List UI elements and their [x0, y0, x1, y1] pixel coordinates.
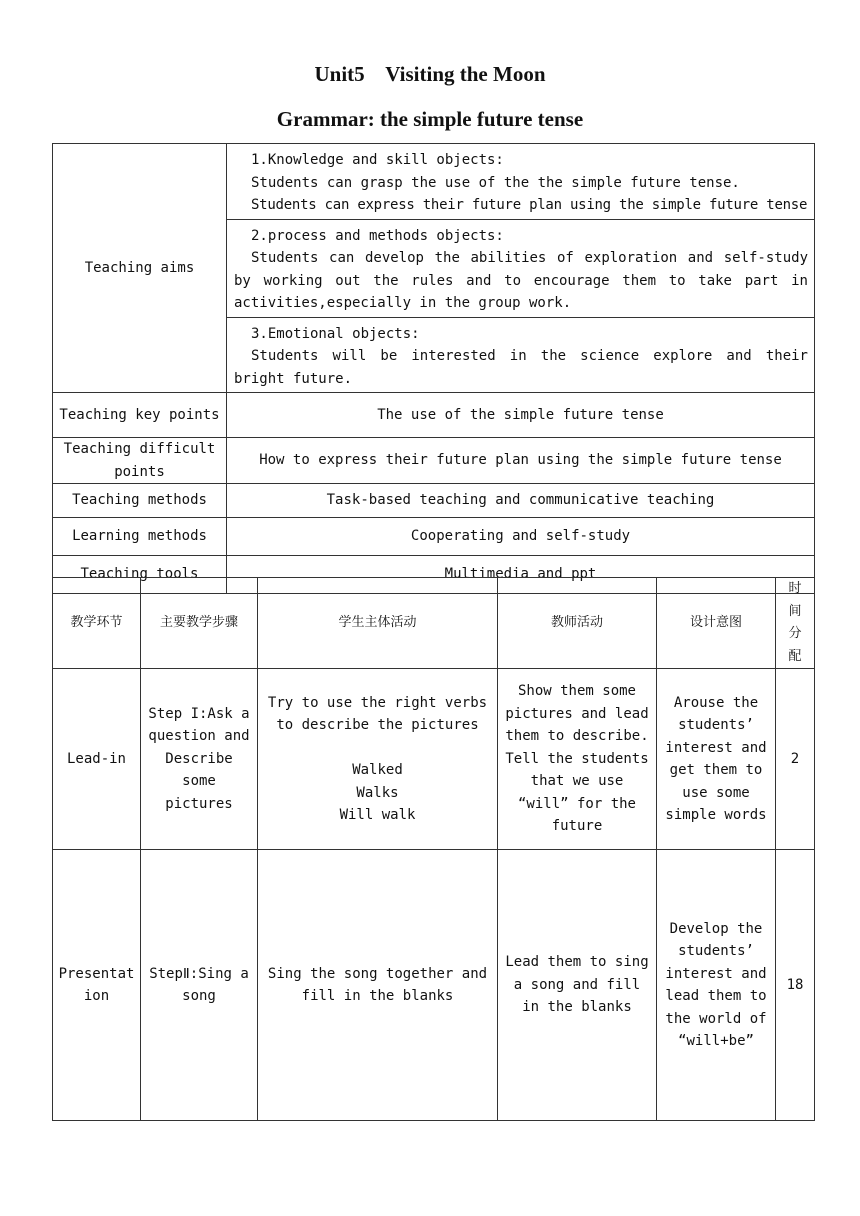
aim-line: Students will be interested in the science explore and their bright future.	[234, 348, 808, 387]
document-title: Unit5 Visiting the Moon	[314, 62, 546, 86]
lesson-time: 2	[776, 669, 815, 850]
header-time-char: 配	[788, 648, 802, 664]
aim-line: Students can develop the abilities of exploration and self-study by working out the rules and to encourage them to take part in activities,especially in the group work.	[234, 250, 808, 311]
aim-knowledge	[227, 144, 815, 220]
difficult-points-label: Teaching difficult points	[53, 438, 227, 484]
aim-line: Students can grasp the use of the the simple future tense.	[251, 174, 740, 191]
header-design-intent: 设计意图	[657, 578, 776, 669]
aim-heading: 3.Emotional objects:	[251, 325, 420, 342]
aim-heading: 1.Knowledge and skill objects:	[251, 152, 504, 168]
header-time-char: 时	[788, 581, 802, 596]
lesson-student-activity: Sing the song together and fill in the blanks	[258, 850, 498, 1121]
objectives-table	[52, 143, 815, 594]
lesson-teacher-activity: Show them some pictures and lead them to describe. Tell the students that we use “will” for the future	[498, 669, 657, 850]
learning-methods-label: Learning methods	[53, 518, 227, 556]
teaching-methods-value: Task-based teaching and communicative teaching	[227, 484, 815, 518]
aim-process	[227, 219, 815, 317]
header-time	[776, 578, 815, 669]
key-points-label: Teaching key points	[53, 393, 227, 438]
teaching-tools-label: Teaching tools	[53, 556, 227, 594]
lesson-time: 18	[776, 850, 815, 1121]
lesson-stage: Presentation	[53, 850, 141, 1121]
difficult-points-value: How to express their future plan using the simple future tense	[227, 438, 815, 484]
lesson-design-intent: Arouse the students’ interest and get them to use some simple words	[657, 669, 776, 850]
header-time-char: 分	[788, 626, 802, 641]
header-teacher-activity: 教师活动	[498, 578, 657, 669]
key-points-value: The use of the simple future tense	[227, 393, 815, 438]
header-student-activity: 学生主体活动	[258, 578, 498, 669]
student-activity-text: Try to use the right verbs to describe the pictures	[267, 694, 488, 733]
header-stage: 教学环节	[53, 578, 141, 669]
table-row	[53, 850, 815, 1121]
student-word: Walked	[352, 762, 403, 778]
teaching-methods-label: Teaching methods	[53, 484, 227, 518]
lesson-student-activity	[258, 669, 498, 850]
lesson-design-intent: Develop the students’ interest and lead them to the world of “will+be”	[657, 850, 776, 1121]
aim-emotional	[227, 317, 815, 393]
student-word: Will walk	[339, 807, 416, 823]
lesson-stage: Lead-in	[53, 669, 141, 850]
lesson-step: StepⅡ:Sing a song	[141, 850, 258, 1121]
document-subtitle: Grammar: the simple future tense	[276, 107, 584, 131]
learning-methods-value: Cooperating and self-study	[227, 518, 815, 556]
aim-line: Students can express their future plan using the simple future tense	[251, 197, 808, 213]
header-time-char: 间	[788, 603, 802, 619]
lesson-step: Step I:Ask a question and Describe some pictures	[141, 669, 258, 850]
lesson-steps-table	[52, 577, 815, 1121]
teaching-tools-value: Multimedia and ppt	[227, 556, 815, 594]
lesson-teacher-activity: Lead them to sing a song and fill in the blanks	[498, 850, 657, 1121]
table-row	[53, 669, 815, 850]
header-steps: 主要教学步骤	[141, 578, 258, 669]
aims-label: Teaching aims	[53, 144, 227, 393]
aim-heading: 2.process and methods objects:	[251, 227, 504, 244]
student-word: Walks	[356, 784, 399, 801]
